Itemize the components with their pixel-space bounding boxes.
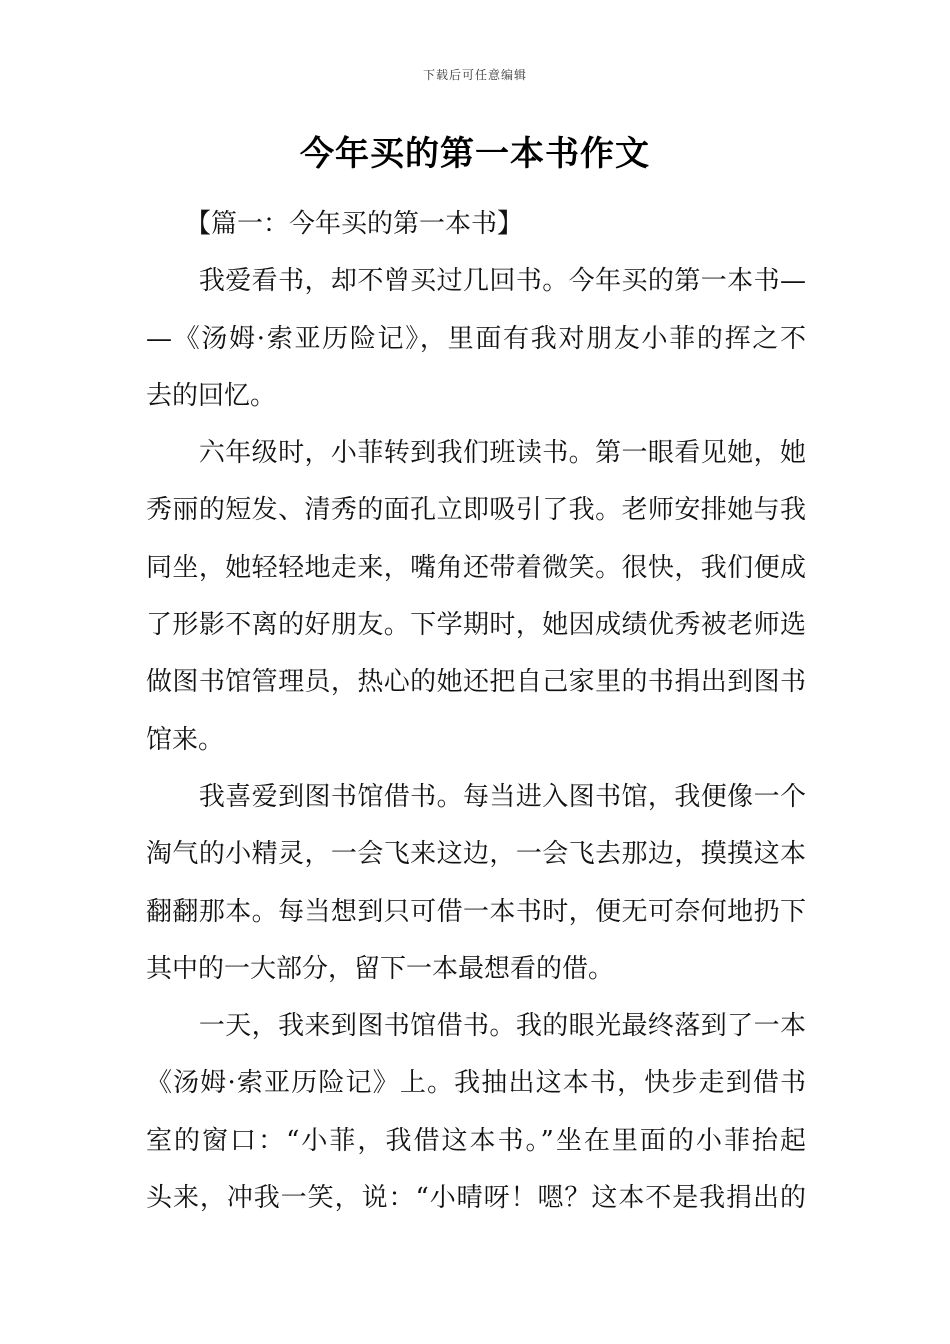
text-line: 其中的一大部分，留下一本最想看的借。	[146, 953, 615, 984]
text-line: 去的回忆。	[146, 380, 277, 411]
text-line: 秀丽的短发、清秀的面孔立即吸引了我。老师安排她与我	[146, 495, 806, 526]
text-line: 我爱看书，却不曾买过几回书。今年买的第一本书—	[146, 266, 806, 297]
text-line: 头来，冲我一笑，说：“小晴呀！嗯？这本不是我捐出的	[146, 1183, 806, 1214]
text-line: 【篇一：今年买的第一本书】	[146, 209, 524, 239]
header-note: 下载后可任意编辑	[422, 68, 527, 82]
text-line: 六年级时，小菲转到我们班读书。第一眼看见她，她	[146, 438, 806, 469]
text-line: 《汤姆·索亚历险记》上。我抽出这本书，快步走到借书	[146, 1068, 806, 1099]
text-line: 馆来。	[146, 724, 225, 755]
text-line: 室的窗口：“小菲，我借这本书。”坐在里面的小菲抬起	[146, 1125, 806, 1156]
text-line: 我喜爱到图书馆借书。每当进入图书馆，我便像一个	[146, 781, 806, 812]
text-line: 翻翻那本。每当想到只可借一本书时，便无可奈何地扔下	[146, 896, 806, 927]
essay-body	[146, 196, 806, 1227]
text-line: 淘气的小精灵，一会飞来这边，一会飞去那边，摸摸这本	[146, 839, 806, 870]
text-line: 做图书馆管理员，热心的她还把自己家里的书捐出到图书	[146, 667, 806, 698]
text-line: 同坐，她轻轻地走来，嘴角还带着微笑。很快，我们便成	[146, 552, 806, 583]
text-line: —《汤姆·索亚历险记》，里面有我对朋友小菲的挥之不	[146, 323, 806, 354]
text-line: 一天，我来到图书馆借书。我的眼光最终落到了一本	[146, 1011, 806, 1042]
text-line: 了形影不离的好朋友。下学期时，她因成绩优秀被老师选	[146, 610, 806, 641]
page-title: 今年买的第一本书作文	[300, 134, 650, 174]
